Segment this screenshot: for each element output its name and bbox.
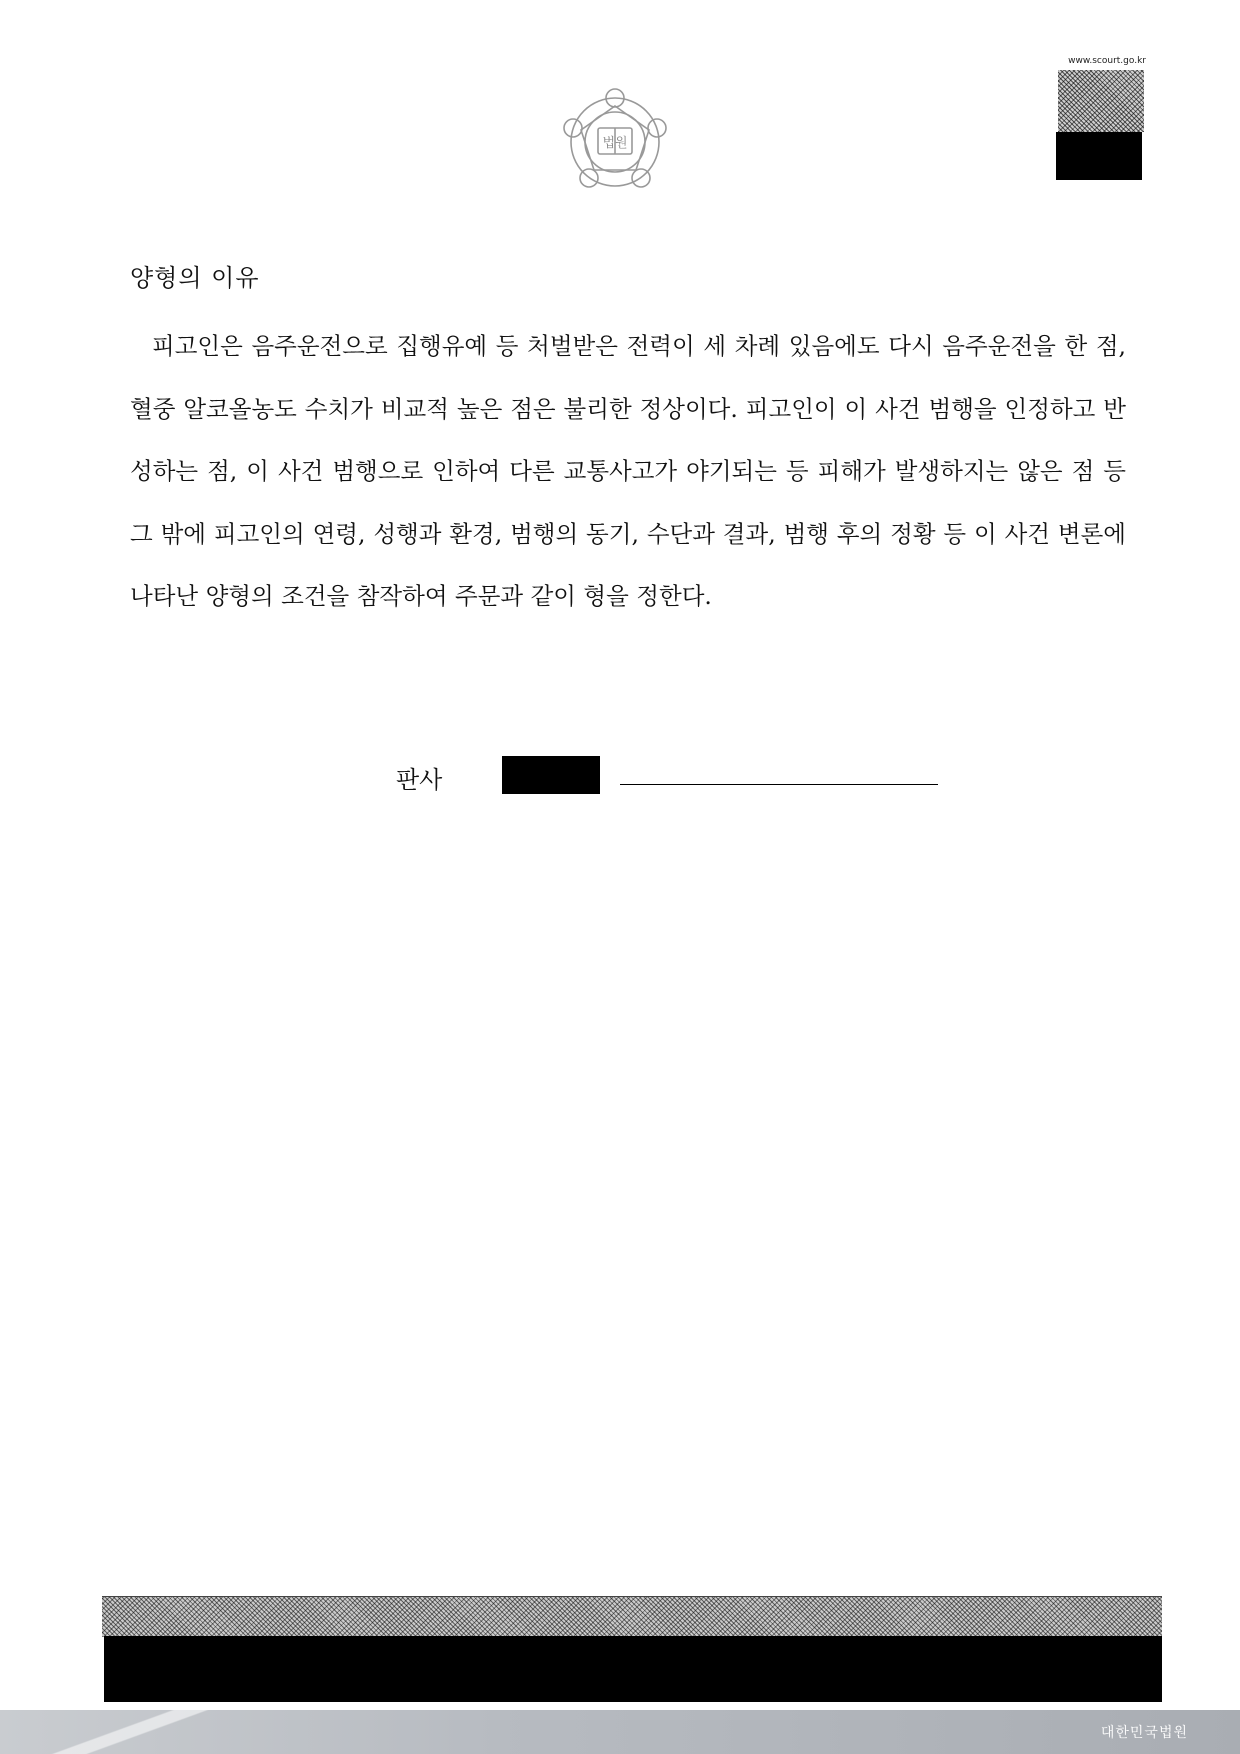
footer-stripe xyxy=(0,1710,260,1754)
redaction-box xyxy=(1056,132,1142,180)
judge-name-redaction xyxy=(502,756,600,794)
qr-code xyxy=(1058,70,1144,132)
site-url: www.scourt.go.kr xyxy=(1068,56,1146,66)
signature-line xyxy=(620,784,938,785)
footer-court-name: 대한민국법원 xyxy=(1100,1725,1188,1741)
footer-band xyxy=(0,1710,1240,1754)
reason-paragraph xyxy=(130,315,1126,628)
section-heading: 양형의 이유 xyxy=(130,264,260,292)
reason-paragraph-text: 피고인은 음주운전으로 집행유예 등 처벌받은 전력이 세 차례 있음에도 다시 음주운전을 한 점, 혈중 알코올농도 수치가 비교적 높은 점은 불리한 정상이다. 피고인이 이 사건 범행을 인정하고 반성하는 점, 이 사건 범행으로 인하여 다른 교통사고가 야기되는 등 피해가 발생하지는 않은 점 등 그 밖에 피고인의 연령, 성행과 환경, 범행의 동기, 수단과 결과, 범행 후의 정황 등 이 사건 변론에 나타난 양형의 조건을 참작하여 주문과 같이 형을 정한다. xyxy=(130,332,1126,611)
document-barcode-strip xyxy=(102,1596,1162,1637)
judge-label: 판사 xyxy=(396,766,443,794)
bottom-redaction-box xyxy=(104,1636,1162,1702)
seal-text: 법원 xyxy=(602,136,628,151)
court-seal-logo xyxy=(558,84,672,200)
